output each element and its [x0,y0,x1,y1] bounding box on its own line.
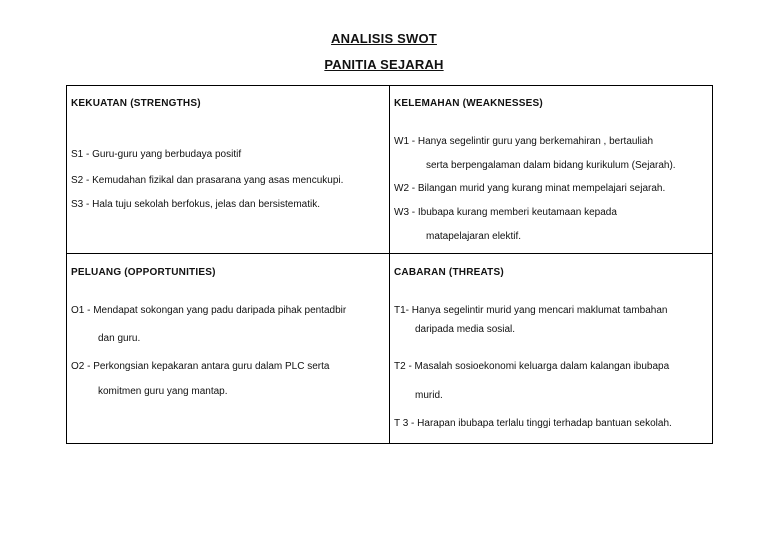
strength-item: S3 - Hala tuju sekolah berfokus, jelas dan bersistematik. [71,199,321,210]
column-divider [389,86,390,443]
weakness-item: W3 - Ibubapa kurang memberi keutamaan kepada [394,207,617,218]
threat-item: T2 - Masalah sosioekonomi keluarga dalam kalangan ibubapa [394,361,670,372]
weakness-item: W1 - Hanya segelintir guru yang berkemahiran , bertauliah [394,136,654,147]
strength-item: S2 - Kemudahan fizikal dan prasarana yang asas mencukupi. [71,175,344,186]
opportunity-item: O1 - Mendapat sokongan yang padu daripada pihak pentadbir [71,305,347,316]
document-title: ANALISIS SWOT [331,31,437,46]
row-divider [67,253,712,254]
strengths-heading: KEKUATAN (STRENGTHS) [71,98,201,109]
weakness-item-continued: serta berpengalaman dalam bidang kurikulum (Sejarah). [426,160,676,171]
opportunities-heading: PELUANG (OPPORTUNITIES) [71,267,216,278]
document-subtitle: PANITIA SEJARAH [324,57,444,72]
threat-item-continued: daripada media sosial. [415,324,516,335]
swot-table [66,85,713,444]
threat-item: T1- Hanya segelintir murid yang mencari maklumat tambahan [394,305,668,316]
weaknesses-heading: KELEMAHAN (WEAKNESSES) [394,98,543,109]
opportunity-item: O2 - Perkongsian kepakaran antara guru dalam PLC serta [71,361,330,372]
threat-item: T 3 - Harapan ibubapa terlalu tinggi terhadap bantuan sekolah. [394,418,672,429]
threats-heading: CABARAN (THREATS) [394,267,504,278]
strength-item: S1 - Guru-guru yang berbudaya positif [71,149,242,160]
opportunity-item-continued: komitmen guru yang mantap. [98,386,228,397]
opportunity-item-continued: dan guru. [98,333,141,344]
threat-item-continued: murid. [415,390,443,401]
weakness-item-continued: matapelajaran elektif. [426,231,522,242]
weakness-item: W2 - Bilangan murid yang kurang minat mempelajari sejarah. [394,183,666,194]
